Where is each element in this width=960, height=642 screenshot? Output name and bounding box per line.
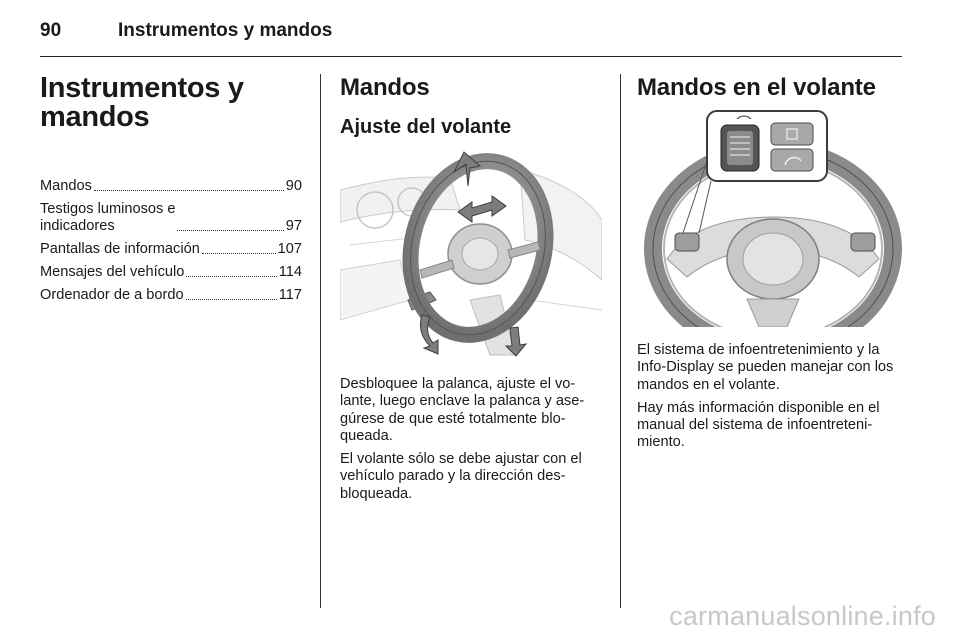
toc-entry-mandos[interactable]	[40, 178, 302, 195]
toc-entry-page: 97	[285, 218, 302, 234]
steering-wheel-adjust-illustration	[340, 150, 602, 358]
toc-entry-testigos[interactable]	[40, 201, 302, 235]
toc-entry-page: 107	[277, 241, 302, 257]
toc-entry-label: Pantallas de información	[40, 241, 200, 257]
paragraph: El volante sólo se debe ajustar con el vehículo parado y la dirección des-bloqueada.	[340, 451, 582, 502]
steering-wheel-controls-illustration	[637, 109, 903, 327]
toc-column	[40, 74, 302, 310]
column-divider	[620, 74, 621, 608]
steering-controls-column	[637, 74, 903, 458]
page-number: 90	[40, 20, 62, 41]
toc-entry-page: 90	[285, 178, 302, 194]
toc-entry-page: 117	[278, 287, 302, 303]
paragraph: Desbloquee la palanca, ajuste el vo-lante, luego enclave la palanca y ase-gúrese de que esté totalmente blo-queada.	[340, 376, 585, 444]
page-header	[40, 18, 902, 57]
toc-leader	[202, 253, 276, 254]
section-title: Mandos en el volante	[637, 74, 876, 101]
toc-leader	[177, 230, 283, 231]
toc-entry-page: 114	[278, 264, 302, 280]
watermark: carmanualsonline.info	[669, 601, 936, 631]
table-of-contents	[40, 178, 302, 304]
toc-entry-label: Mandos	[40, 178, 92, 194]
toc-entry-mensajes[interactable]	[40, 264, 302, 281]
paragraph: El sistema de infoentretenimiento y la Info-Display se pueden manejar con los mandos en el volante.	[637, 342, 894, 393]
chapter-title: Instrumentos y mandos	[40, 72, 244, 133]
toc-entry-label: Mensajes del vehículo	[40, 264, 185, 280]
column-divider	[320, 74, 321, 608]
toc-entry-pantallas[interactable]	[40, 241, 302, 258]
toc-entry-ordenador[interactable]	[40, 287, 302, 304]
toc-leader	[186, 299, 277, 300]
section-title: Mandos	[340, 74, 430, 101]
toc-entry-label: Ordenador de a bordo	[40, 287, 184, 303]
toc-leader	[186, 276, 276, 277]
subsection-title: Ajuste del volante	[340, 116, 512, 138]
mandos-column	[340, 74, 602, 509]
running-title: Instrumentos y mandos	[118, 20, 333, 41]
paragraph: Hay más información disponible en el manual del sistema de infoentreteni-miento.	[637, 399, 880, 451]
toc-entry-label: Testigos luminosos e indicadores	[40, 201, 176, 234]
toc-leader	[94, 190, 284, 191]
